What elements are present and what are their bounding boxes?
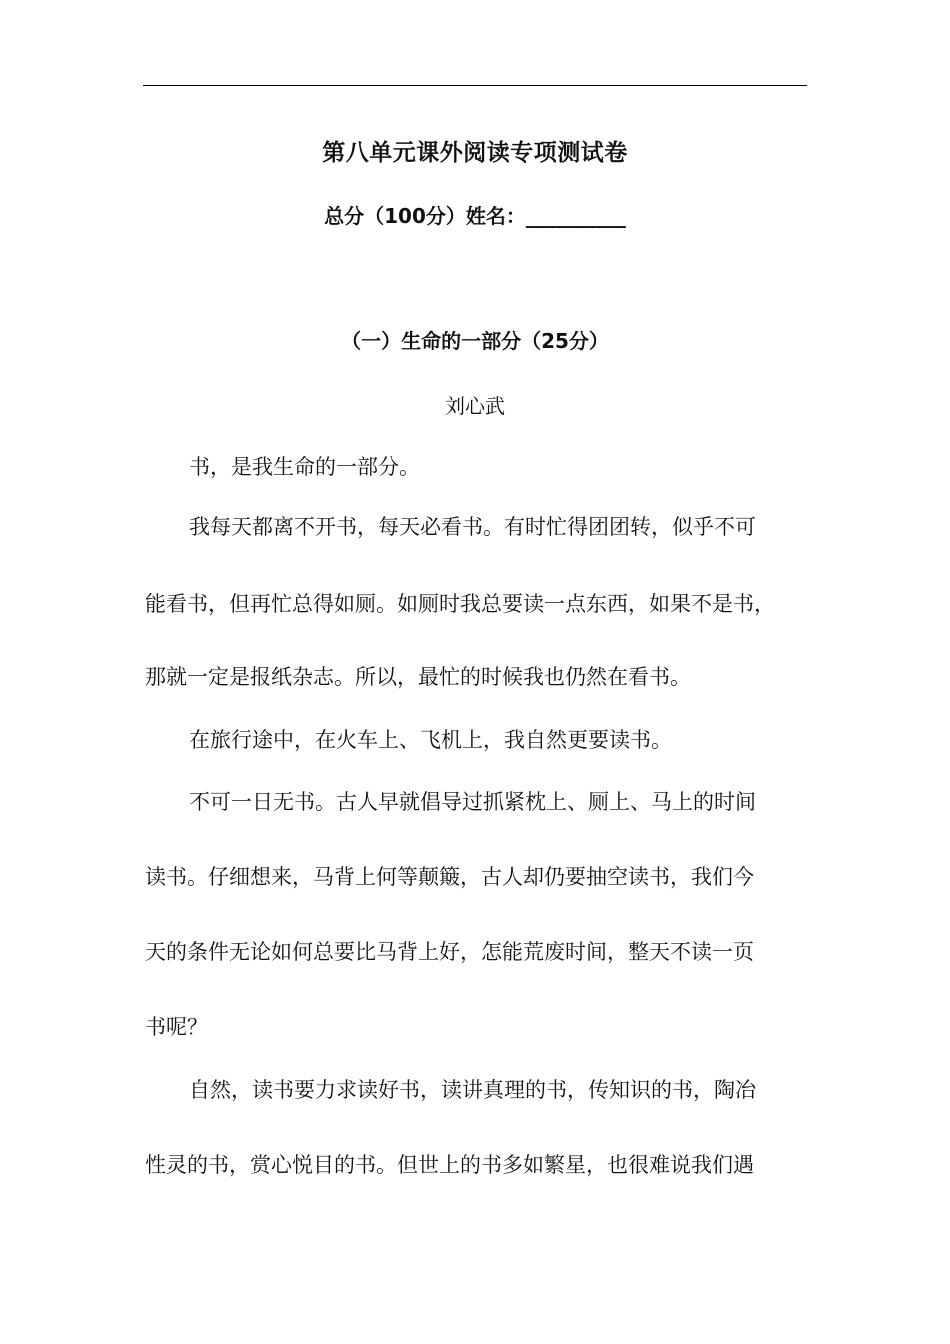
passage-line: 书，是我生命的一部分。 <box>189 455 420 479</box>
header-rule <box>143 85 807 86</box>
passage-line: 天的条件无论如何总要比马背上好，怎能荒废时间，整天不读一页 <box>145 940 754 964</box>
passage-line: 书呢？ <box>145 1015 208 1039</box>
score-name-line: 总分（100分）姓名：__________ <box>324 204 626 228</box>
passage-line: 那就一定是报纸杂志。所以，最忙的时候我也仍然在看书。 <box>145 665 691 689</box>
passage-line: 不可一日无书。古人早就倡导过抓紧枕上、厕上、马上的时间 <box>189 790 756 814</box>
passage-line: 我每天都离不开书，每天必看书。有时忙得团团转，似乎不可 <box>189 515 756 539</box>
passage-line: 读书。仔细想来，马背上何等颠簸，古人却仍要抽空读书，我们今 <box>145 865 754 889</box>
passage-line: 能看书，但再忙总得如厕。如厕时我总要读一点东西，如果不是书， <box>145 592 775 616</box>
passage-line: 自然，读书要力求读好书，读讲真理的书，传知识的书，陶冶 <box>189 1078 756 1102</box>
passage-line: 在旅行途中，在火车上、飞机上，我自然更要读书。 <box>189 728 672 752</box>
author: 刘心武 <box>445 394 505 418</box>
passage-line: 性灵的书，赏心悦目的书。但世上的书多如繁星，也很难说我们遇 <box>145 1153 754 1177</box>
page-title: 第八单元课外阅读专项测试卷 <box>322 140 628 166</box>
section-heading: （一）生命的一部分（25分） <box>341 329 609 353</box>
